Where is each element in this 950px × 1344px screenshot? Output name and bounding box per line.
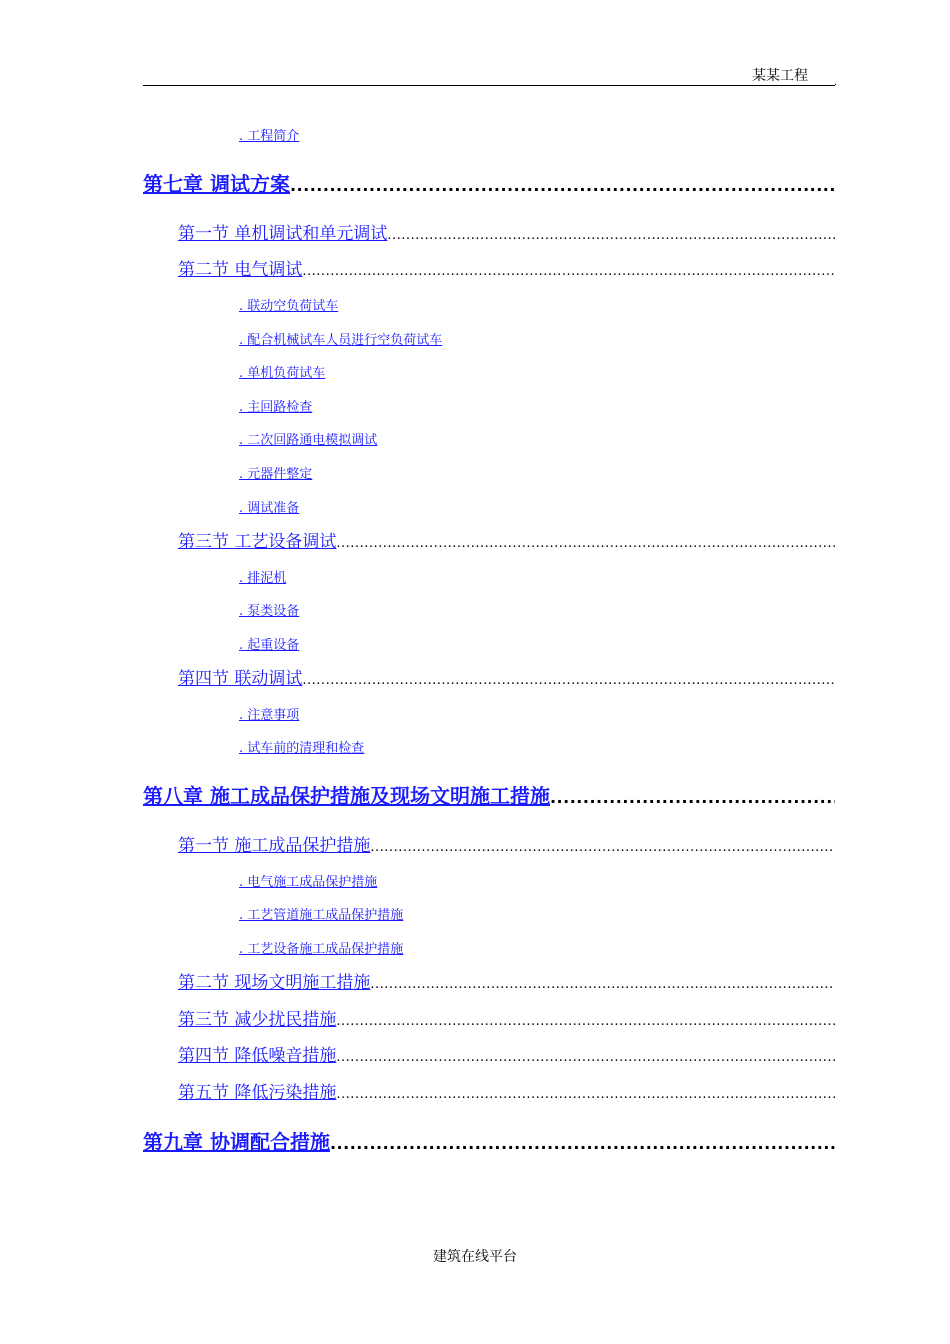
toc-link[interactable]: . 调试准备 <box>239 501 300 516</box>
toc-section-link[interactable]: 第五节 降低污染措施 <box>178 1083 337 1103</box>
dot-leader <box>370 974 835 996</box>
toc-sub-entry <box>239 366 325 382</box>
dot-leader <box>336 533 835 555</box>
toc-sub-entry <box>239 400 312 416</box>
dot-leader <box>387 225 835 247</box>
toc-sub-entry <box>239 942 403 958</box>
toc-sub-entry <box>239 433 377 449</box>
toc-link[interactable]: . 配合机械试车人员进行空负荷试车 <box>239 333 443 348</box>
toc-link[interactable]: . 注意事项 <box>239 708 300 723</box>
toc-chapter-7 <box>143 171 835 199</box>
dot-leader <box>550 785 835 811</box>
toc-section <box>178 259 835 283</box>
dot-leader <box>336 1084 835 1106</box>
toc-link[interactable]: . 排泥机 <box>239 571 287 586</box>
dot-leader <box>290 173 835 199</box>
toc-link[interactable]: . 工艺管道施工成品保护措施 <box>239 908 404 923</box>
toc-link[interactable]: . 电气施工成品保护措施 <box>239 875 378 890</box>
header-title: 某某工程 <box>752 68 808 84</box>
toc-sub-entry <box>239 875 377 891</box>
toc-section <box>178 972 835 996</box>
toc-chapter-link[interactable]: 第七章 调试方案 <box>143 172 290 196</box>
toc-sub-entry <box>239 333 442 349</box>
toc-link[interactable]: . 二次回路通电模拟调试 <box>239 433 378 448</box>
toc-sub-entry <box>239 708 299 724</box>
toc-section-link[interactable]: 第三节 减少扰民措施 <box>178 1010 337 1030</box>
toc-sub-entry <box>239 638 299 654</box>
toc-section <box>178 835 835 859</box>
toc-sub-entry <box>239 129 299 145</box>
page-footer: 建筑在线平台 <box>433 1249 517 1265</box>
toc-section-link[interactable]: 第二节 电气调试 <box>178 260 303 280</box>
toc-sub-entry <box>239 908 403 924</box>
toc-link[interactable]: . 工艺设备施工成品保护措施 <box>239 942 404 957</box>
toc-link[interactable]: . 起重设备 <box>239 638 300 653</box>
toc-section-link[interactable]: 第三节 工艺设备调试 <box>178 532 337 552</box>
dot-leader <box>330 1131 835 1157</box>
toc-section-link[interactable]: 第一节 施工成品保护措施 <box>178 836 371 856</box>
toc-section <box>178 1045 835 1069</box>
toc-link[interactable]: . 主回路检查 <box>239 400 313 415</box>
toc-sub-entry <box>239 299 338 315</box>
toc-section <box>178 223 835 247</box>
toc-section <box>178 1082 835 1106</box>
toc-link[interactable]: . 试车前的清理和检查 <box>239 741 365 756</box>
toc-section <box>178 668 835 692</box>
dot-leader <box>302 670 835 692</box>
toc-sub-entry <box>239 501 299 517</box>
toc-link[interactable]: . 元器件整定 <box>239 467 313 482</box>
dot-leader <box>302 261 835 283</box>
header-dot: . <box>834 77 838 88</box>
toc-link[interactable]: . 工程简介 <box>239 129 300 144</box>
dot-leader <box>336 1047 835 1069</box>
toc-link[interactable]: . 泵类设备 <box>239 604 300 619</box>
toc-link[interactable]: . 联动空负荷试车 <box>239 299 339 314</box>
toc-section-link[interactable]: 第四节 联动调试 <box>178 669 303 689</box>
toc-link[interactable]: . 单机负荷试车 <box>239 366 326 381</box>
dot-leader <box>370 837 835 859</box>
toc-chapter-link[interactable]: 第八章 施工成品保护措施及现场文明施工措施 <box>143 784 550 808</box>
toc-sub-entry <box>239 467 312 483</box>
toc-sub-entry <box>239 741 364 757</box>
dot-leader <box>336 1011 835 1033</box>
toc-chapter-9 <box>143 1129 835 1157</box>
toc-section-link[interactable]: 第四节 降低噪音措施 <box>178 1046 337 1066</box>
toc-section <box>178 1009 835 1033</box>
toc-chapter-link[interactable]: 第九章 协调配合措施 <box>143 1130 330 1154</box>
toc-chapter-8 <box>143 783 835 811</box>
toc-sub-entry <box>239 604 299 620</box>
toc-sub-entry <box>239 571 286 587</box>
toc-section-link[interactable]: 第一节 单机调试和单元调试 <box>178 224 388 244</box>
header-rule <box>143 85 835 86</box>
toc-section <box>178 531 835 555</box>
toc-section-link[interactable]: 第二节 现场文明施工措施 <box>178 973 371 993</box>
